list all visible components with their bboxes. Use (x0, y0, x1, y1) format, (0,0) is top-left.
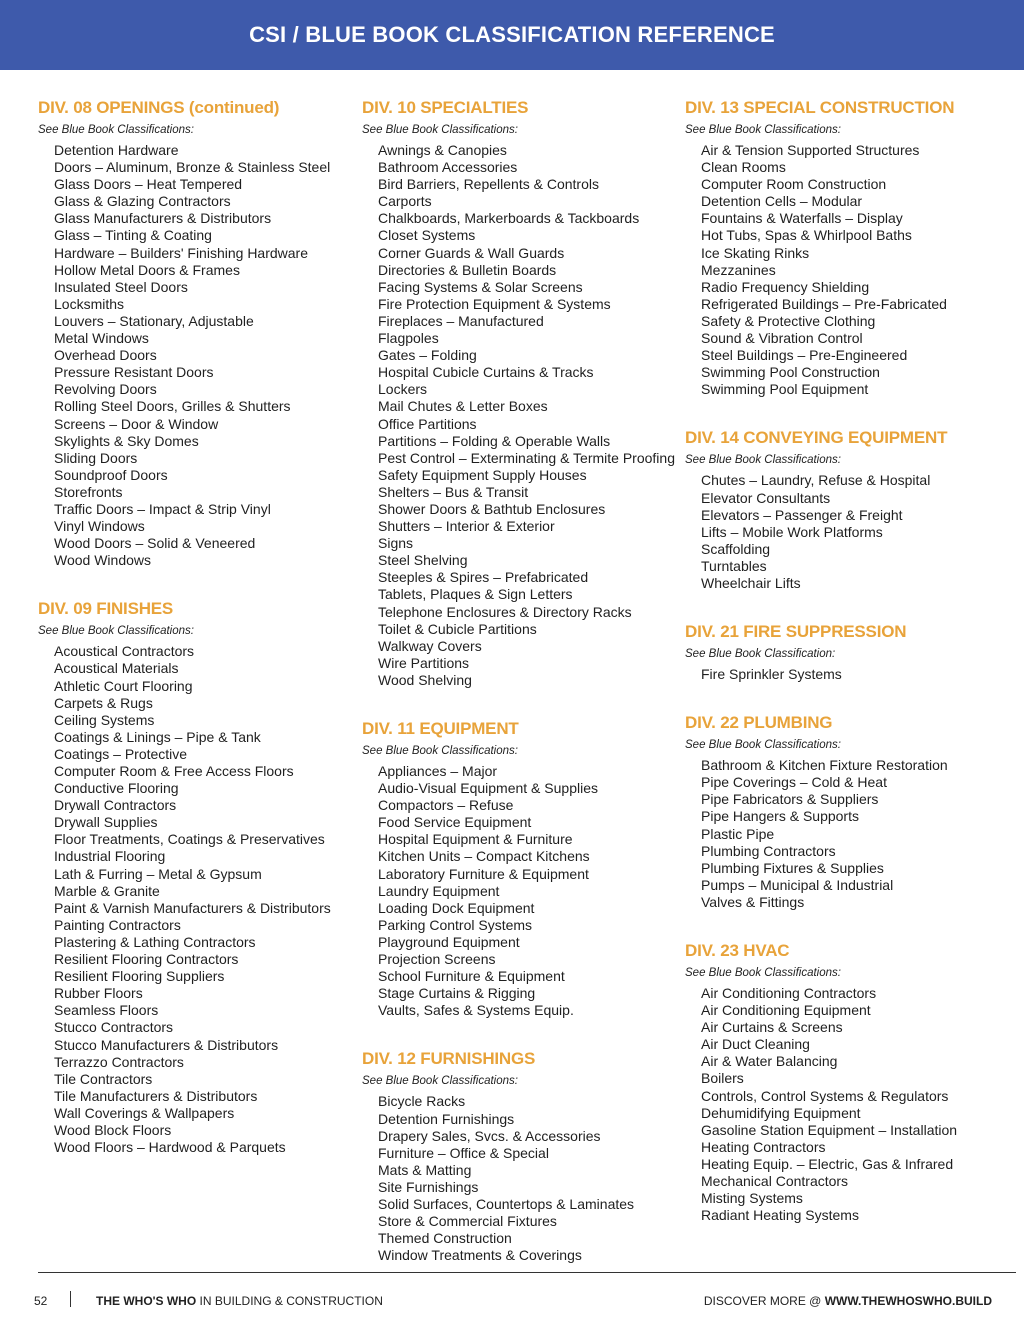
classification-item: Heating Contractors (701, 1138, 826, 1155)
classification-list (685, 142, 995, 398)
classification-item: Storefronts (54, 483, 123, 500)
classification-item: Seamless Floors (54, 1002, 159, 1019)
classification-item: Partitions – Folding & Operable Walls (378, 432, 611, 449)
classification-item: Overhead Doors (54, 347, 157, 364)
website-link[interactable]: WWW.THEWHOSWHO.BUILD (824, 1294, 992, 1308)
classification-item: Air Conditioning Equipment (701, 1002, 871, 1019)
classification-item: Detention Hardware (54, 142, 179, 158)
division-title: DIV. 12 FURNISHINGS (362, 1049, 536, 1069)
classification-item: Gasoline Station Equipment – Installation (701, 1121, 958, 1138)
division-section (38, 96, 348, 569)
classification-item: Gates – Folding (378, 347, 477, 364)
column-3 (685, 96, 995, 1252)
division-section (685, 711, 995, 911)
classification-item: Site Furnishings (378, 1178, 479, 1195)
classification-item: Swimming Pool Equipment (701, 381, 869, 398)
division-subtitle: See Blue Book Classifications: (38, 124, 194, 136)
division-subtitle: See Blue Book Classifications: (362, 124, 518, 136)
classification-item: Flagpoles (378, 330, 439, 347)
classification-list (38, 142, 348, 569)
classification-item: Ceiling Systems (54, 711, 155, 728)
division-section (362, 1047, 672, 1264)
classification-item: Louvers – Stationary, Adjustable (54, 312, 254, 329)
classification-item: Wire Partitions (378, 654, 470, 671)
classification-item: Metal Windows (54, 330, 149, 347)
classification-item: Air Conditioning Contractors (701, 985, 877, 1001)
classification-item: Facing Systems & Solar Screens (378, 278, 583, 295)
classification-item: Wood Doors – Solid & Veneered (54, 535, 256, 552)
classification-item: Stucco Manufacturers & Distributors (54, 1036, 279, 1053)
classification-item: Fire Protection Equipment & Systems (378, 295, 611, 312)
classification-item: Awnings & Canopies (378, 142, 507, 158)
classification-item: Insulated Steel Doors (54, 278, 188, 295)
classification-item: Kitchen Units – Compact Kitchens (378, 848, 590, 865)
division-title: DIV. 13 SPECIAL CONSTRUCTION (685, 98, 955, 117)
classification-item: Plumbing Contractors (701, 842, 836, 859)
publication-name (96, 1294, 383, 1308)
classification-item: Resilient Flooring Suppliers (54, 968, 225, 985)
division-section (362, 96, 675, 689)
classification-item: Refrigerated Buildings – Pre-Fabricated (701, 295, 947, 312)
page-footer (0, 1287, 1024, 1317)
classification-item: Glass & Glazing Contractors (54, 193, 231, 210)
publication-name-rest: IN BUILDING & CONSTRUCTION (196, 1294, 383, 1308)
classification-item: Scaffolding (701, 540, 771, 557)
classification-item: Wood Shelving (378, 671, 472, 688)
division-subtitle: See Blue Book Classification: (685, 648, 836, 661)
classification-item: Turntables (701, 557, 767, 574)
classification-item: Pest Control – Exterminating & Termite Proofing (378, 449, 675, 466)
classification-item: Directories & Bulletin Boards (378, 261, 557, 278)
division-section (685, 939, 995, 1224)
classification-item: Ice Skating Rinks (701, 244, 810, 261)
classification-item: Fireplaces – Manufactured (378, 312, 544, 329)
division-subtitle: See Blue Book Classifications: (685, 739, 841, 752)
classification-item: Shutters – Interior & Exterior (378, 518, 555, 535)
classification-item: Soundproof Doors (54, 466, 168, 483)
classification-item: Toilet & Cubicle Partitions (378, 620, 537, 637)
classification-item: Radio Frequency Shielding (701, 278, 870, 295)
classification-item: Valves & Fittings (701, 893, 805, 910)
classification-item: Food Service Equipment (378, 814, 532, 831)
classification-item: Parking Control Systems (378, 916, 533, 933)
classification-item: Laboratory Furniture & Equipment (378, 865, 589, 882)
division-subtitle: See Blue Book Classifications: (38, 625, 194, 638)
classification-item: Walkway Covers (378, 637, 482, 654)
division-title: DIV. 23 HVAC (685, 941, 790, 960)
classification-item: Pipe Coverings – Cold & Heat (701, 774, 887, 791)
classification-item: Themed Construction (378, 1230, 512, 1247)
classification-list (362, 763, 672, 1019)
classification-item: Wheelchair Lifts (701, 574, 801, 591)
footer-separator (70, 1291, 71, 1307)
classification-item: Swimming Pool Construction (701, 364, 880, 381)
classification-item: Conductive Flooring (54, 780, 179, 797)
classification-item: Corner Guards & Wall Guards (378, 244, 565, 261)
classification-item: Hospital Cubicle Curtains & Tracks (378, 364, 594, 381)
classification-item: Tablets, Plaques & Sign Letters (378, 586, 573, 603)
division-title: DIV. 21 FIRE SUPPRESSION (685, 622, 907, 642)
classification-list (362, 1093, 672, 1264)
classification-item: Air & Water Balancing (701, 1053, 838, 1070)
classification-item: Office Partitions (378, 415, 477, 432)
classification-item: Glass – Tinting & Coating (54, 227, 212, 244)
classification-item: Elevators – Passenger & Freight (701, 506, 903, 523)
classification-item: Vaults, Safes & Systems Equip. (378, 1002, 574, 1019)
classification-item: Wall Coverings & Wallpapers (54, 1104, 235, 1121)
classification-item: Pipe Fabricators & Suppliers (701, 791, 879, 808)
division-title: DIV. 11 EQUIPMENT (362, 719, 519, 738)
classification-item: Loading Dock Equipment (378, 899, 535, 916)
division-title: DIV. 14 CONVEYING EQUIPMENT (685, 428, 948, 448)
classification-item: Detention Furnishings (378, 1110, 515, 1127)
classification-item: Hot Tubs, Spas & Whirlpool Baths (701, 227, 912, 244)
classification-item: Radiant Heating Systems (701, 1207, 859, 1224)
classification-list (685, 985, 995, 1224)
classification-item: Locksmiths (54, 295, 125, 312)
classification-item: Marble & Granite (54, 882, 160, 899)
classification-item: Hardware – Builders' Finishing Hardware (54, 244, 309, 261)
classification-item: Shelters – Bus & Transit (378, 483, 529, 500)
discover-more (704, 1294, 992, 1308)
division-subtitle: See Blue Book Classifications: (685, 124, 841, 136)
classification-item: Computer Room Construction (701, 176, 887, 193)
classification-item: Chutes – Laundry, Refuse & Hospital (701, 472, 931, 489)
column-1 (38, 96, 348, 1184)
classification-item: Bathroom & Kitchen Fixture Restoration (701, 757, 948, 774)
classification-item: Wood Block Floors (54, 1121, 172, 1138)
classification-item: Hospital Equipment & Furniture (378, 831, 573, 848)
division-section (685, 96, 995, 398)
division-subtitle: See Blue Book Classifications: (362, 745, 518, 757)
classification-item: Drapery Sales, Svcs. & Accessories (378, 1127, 601, 1144)
classification-item: Traffic Doors – Impact & Strip Vinyl (54, 500, 271, 517)
classification-item: Safety Equipment Supply Houses (378, 466, 587, 483)
classification-item: Elevator Consultants (701, 489, 831, 506)
classification-item: Misting Systems (701, 1190, 803, 1207)
classification-item: Bird Barriers, Repellents & Controls (378, 176, 599, 193)
classification-item: Glass Manufacturers & Distributors (54, 210, 272, 227)
classification-item: Coatings & Linings – Pipe & Tank (54, 728, 261, 745)
classification-item: Fire Sprinkler Systems (701, 666, 842, 683)
column-2 (362, 96, 675, 1292)
header-banner (0, 0, 1024, 70)
classification-item: Steel Shelving (378, 552, 468, 569)
classification-item: Drywall Supplies (54, 814, 158, 831)
classification-item: Bicycle Racks (378, 1093, 466, 1110)
classification-item: Vinyl Windows (54, 518, 145, 535)
classification-item: Fountains & Waterfalls – Display (701, 210, 903, 227)
classification-item: Clean Rooms (701, 159, 786, 176)
classification-item: Plumbing Fixtures & Supplies (701, 859, 884, 876)
classification-item: Air Duct Cleaning (701, 1036, 810, 1053)
classification-item: Computer Room & Free Access Floors (54, 763, 294, 779)
classification-item: Sliding Doors (54, 449, 138, 466)
classification-item: Glass Doors – Heat Tempered (54, 176, 243, 193)
classification-list (685, 472, 995, 592)
classification-item: Skylights & Sky Domes (54, 432, 199, 449)
discover-prefix: DISCOVER MORE @ (703, 1294, 825, 1308)
classification-item: Tile Manufacturers & Distributors (54, 1087, 258, 1104)
classification-item: Stucco Contractors (54, 1019, 174, 1036)
classification-item: Closet Systems (378, 227, 476, 244)
classification-item: Shower Doors & Bathtub Enclosures (378, 500, 606, 517)
classification-item: Carports (378, 193, 432, 210)
page-number: 52 (34, 1294, 48, 1308)
classification-list (685, 666, 995, 683)
classification-item: Pressure Resistant Doors (54, 364, 214, 381)
division-title: DIV. 09 FINISHES (38, 599, 174, 619)
division-subtitle: See Blue Book Classifications: (685, 967, 841, 979)
division-title: DIV. 10 SPECIALTIES (362, 98, 529, 117)
classification-item: Terrazzo Contractors (54, 1053, 184, 1070)
classification-item: Rolling Steel Doors, Grilles & Shutters (54, 398, 291, 415)
classification-item: School Furniture & Equipment (378, 968, 565, 985)
classification-item: Mechanical Contractors (701, 1173, 849, 1190)
classification-item: Controls, Control Systems & Regulators (701, 1087, 949, 1104)
classification-item: Drywall Contractors (54, 797, 177, 814)
classification-item: Projection Screens (378, 951, 496, 968)
classification-item: Athletic Court Flooring (54, 677, 193, 694)
classification-item: Industrial Flooring (54, 848, 166, 865)
division-title: DIV. 08 OPENINGS (continued) (38, 98, 280, 117)
classification-item: Coatings – Protective (54, 745, 188, 762)
classification-item: Pumps – Municipal & Industrial (701, 876, 894, 893)
classification-item: Steeples & Spires – Prefabricated (378, 569, 589, 586)
classification-item: Tile Contractors (54, 1070, 153, 1087)
classification-item: Floor Treatments, Coatings & Preservatives (54, 831, 325, 848)
classification-item: Sound & Vibration Control (701, 330, 863, 347)
classification-item: Chalkboards, Markerboards & Tackboards (378, 210, 640, 227)
classification-item: Carpets & Rugs (54, 694, 153, 711)
classification-item: Plastering & Lathing Contractors (54, 933, 256, 950)
classification-item: Audio-Visual Equipment & Supplies (378, 780, 598, 797)
classification-item: Compactors – Refuse (378, 797, 514, 814)
division-section (685, 620, 995, 683)
classification-item: Boilers (701, 1070, 744, 1087)
classification-item: Window Treatments & Coverings (378, 1247, 582, 1264)
classification-item: Resilient Flooring Contractors (54, 951, 239, 968)
classification-list (362, 142, 675, 689)
page-title: CSI / BLUE BOOK CLASSIFICATION REFERENCE (249, 22, 775, 47)
classification-item: Hollow Metal Doors & Frames (54, 261, 240, 278)
classification-item: Heating Equip. – Electric, Gas & Infrared (701, 1155, 954, 1172)
classification-item: Painting Contractors (54, 916, 181, 933)
classification-list (685, 757, 995, 911)
classification-item: Lath & Furring – Metal & Gypsum (54, 865, 262, 882)
classification-item: Lockers (378, 381, 428, 398)
classification-item: Wood Floors – Hardwood & Parquets (54, 1139, 286, 1156)
classification-item: Furniture – Office & Special (378, 1144, 549, 1161)
classification-item: Store & Commercial Fixtures (378, 1213, 557, 1230)
classification-item: Solid Surfaces, Countertops & Laminates (378, 1195, 635, 1212)
classification-item: Lifts – Mobile Work Platforms (701, 523, 883, 540)
classification-item: Mail Chutes & Letter Boxes (378, 398, 548, 415)
division-subtitle: See Blue Book Classifications: (362, 1075, 518, 1088)
classification-item: Wood Windows (54, 552, 152, 569)
classification-list (38, 643, 348, 1156)
classification-item: Mezzanines (701, 261, 776, 278)
division-section (362, 717, 672, 1019)
classification-item: Doors – Aluminum, Bronze & Stainless Steel (54, 159, 331, 176)
footer-divider (38, 1272, 1016, 1273)
division-section (38, 597, 348, 1156)
classification-item: Acoustical Contractors (54, 643, 195, 660)
classification-item: Rubber Floors (54, 985, 143, 1002)
classification-item: Screens – Door & Window (54, 415, 219, 432)
classification-item: Pipe Hangers & Supports (701, 808, 859, 825)
classification-item: Air & Tension Supported Structures (701, 142, 920, 158)
classification-item: Bathroom Accessories (378, 159, 518, 176)
classification-item: Air Curtains & Screens (701, 1019, 843, 1036)
classification-item: Revolving Doors (54, 381, 157, 398)
classification-item: Acoustical Materials (54, 660, 179, 677)
classification-item: Laundry Equipment (378, 882, 500, 899)
classification-item: Playground Equipment (378, 933, 520, 950)
classification-item: Stage Curtains & Rigging (378, 985, 536, 1002)
division-title: DIV. 22 PLUMBING (685, 713, 833, 733)
classification-item: Steel Buildings – Pre-Engineered (701, 347, 908, 364)
classification-item: Paint & Varnish Manufacturers & Distributors (54, 899, 331, 916)
classification-item: Signs (378, 535, 414, 552)
division-subtitle: See Blue Book Classifications: (685, 454, 841, 467)
classification-item: Detention Cells – Modular (701, 193, 863, 210)
classification-item: Telephone Enclosures & Directory Racks (378, 603, 632, 620)
classification-item: Mats & Matting (378, 1161, 472, 1178)
classification-item: Safety & Protective Clothing (701, 312, 876, 329)
division-section (685, 426, 995, 592)
classification-item: Plastic Pipe (701, 825, 775, 842)
publication-name-bold: THE WHO'S WHO (96, 1294, 197, 1308)
classification-item: Dehumidifying Equipment (701, 1104, 861, 1121)
classification-item: Appliances – Major (378, 763, 498, 779)
